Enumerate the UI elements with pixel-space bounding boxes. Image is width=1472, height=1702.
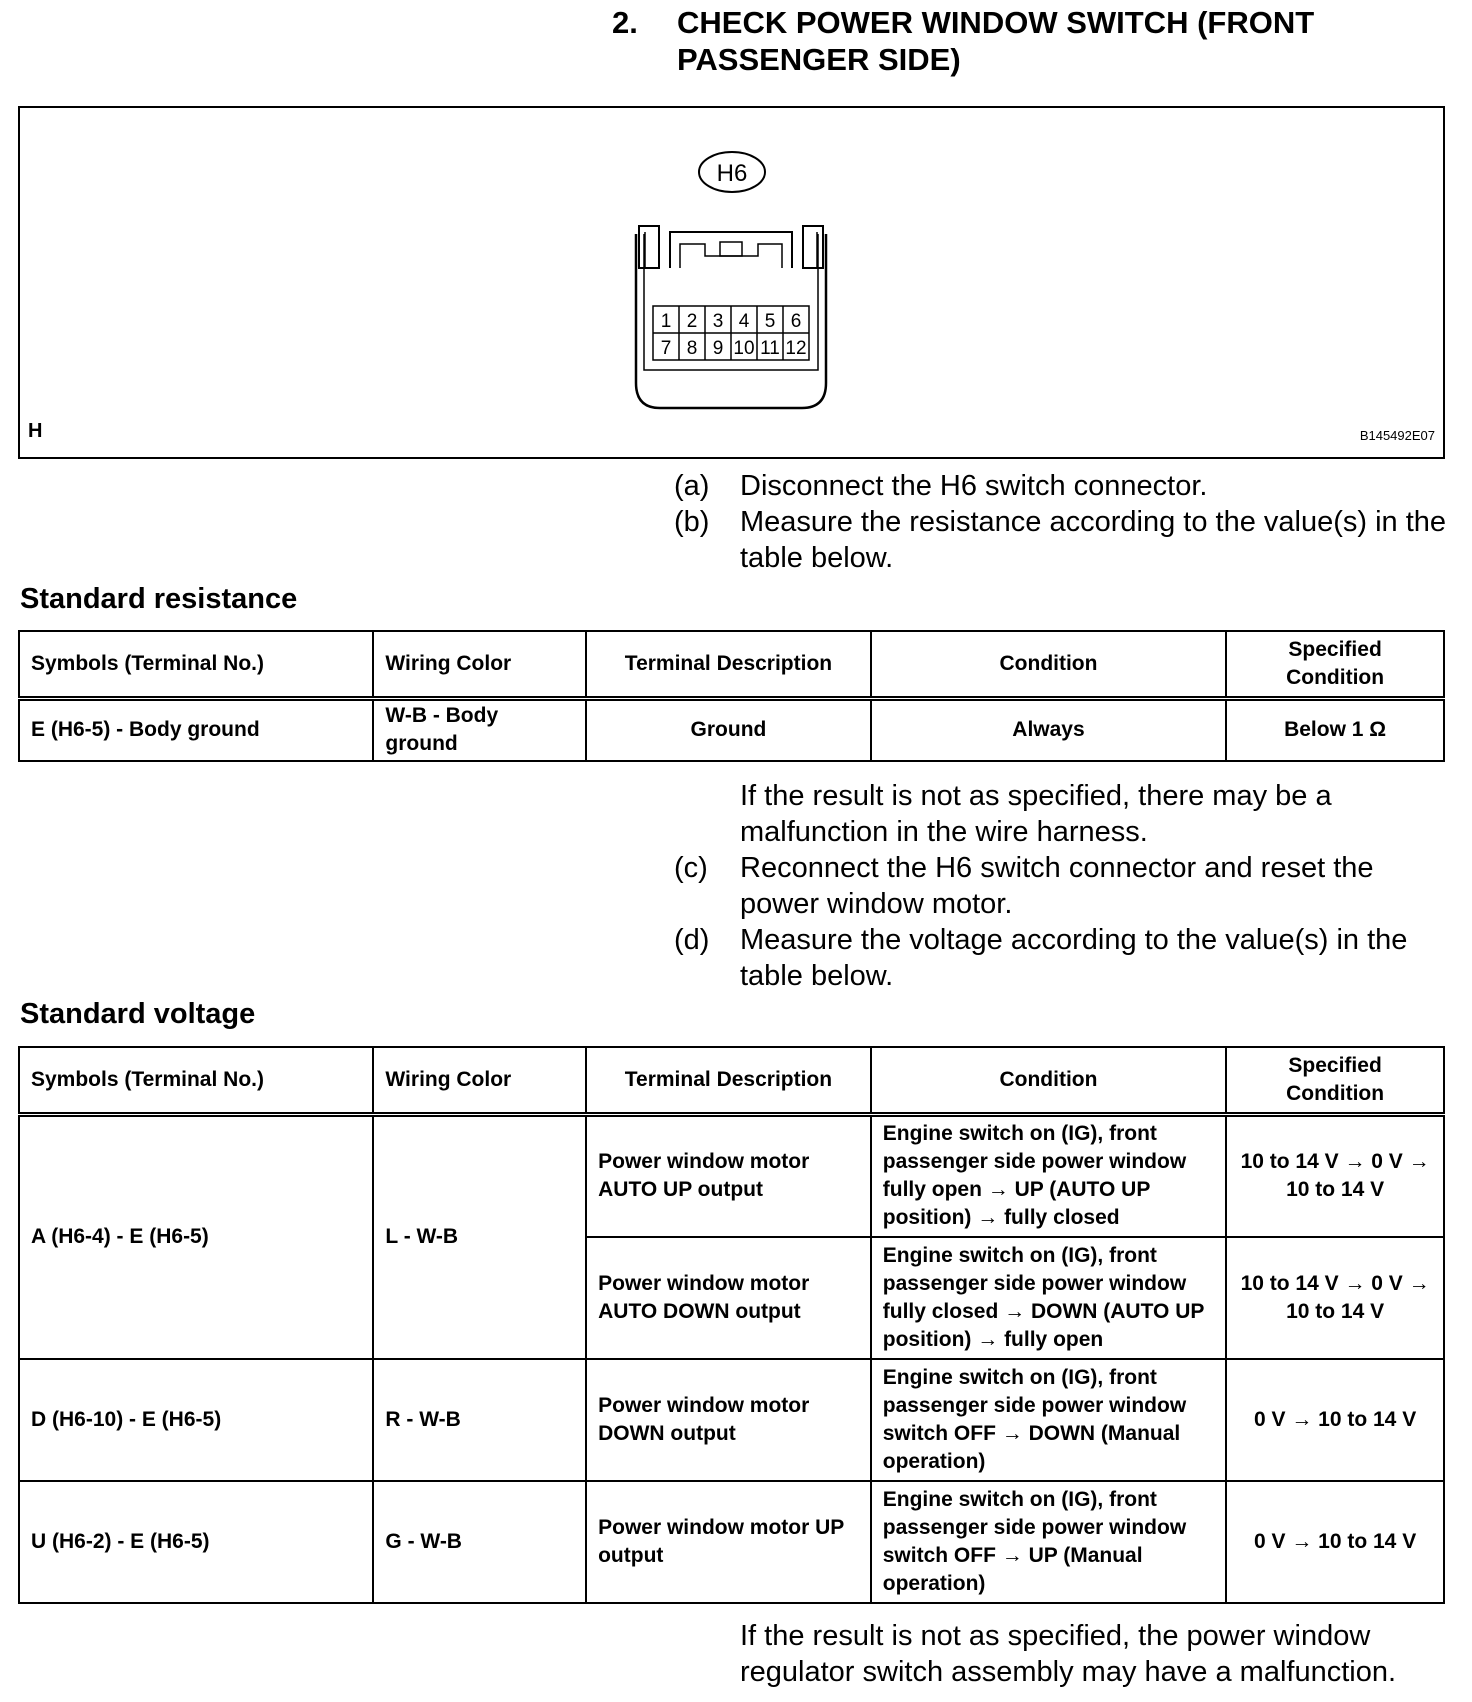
table-cell: 0 V → 10 to 14 V	[1226, 1359, 1444, 1481]
table-row	[19, 1359, 1444, 1481]
table-cell: Power window motor AUTO UP output	[586, 1115, 871, 1237]
table-row	[19, 1481, 1444, 1603]
procedure-heading	[612, 4, 1372, 78]
result-note: If the result is not as specified, the power window regulator switch assembly may have a malfunction.	[740, 1620, 1397, 1688]
step-item	[674, 850, 1454, 922]
table-cell: A (H6-4) - E (H6-5)	[19, 1115, 373, 1359]
figure-corner-label: H	[28, 420, 43, 442]
step-label: (c)	[674, 852, 708, 884]
pin-label: 9	[712, 338, 724, 359]
pin-label: 4	[738, 311, 750, 332]
step-label: (d)	[674, 924, 710, 956]
header-cell: Symbols (Terminal No.)	[19, 631, 373, 699]
table-cell: 0 V → 10 to 14 V	[1226, 1481, 1444, 1603]
table-cell: Always	[871, 699, 1226, 761]
table-cell: E (H6-5) - Body ground	[19, 699, 373, 761]
pin-label: 6	[790, 311, 802, 332]
step-label: (b)	[674, 506, 710, 538]
header-cell: Wiring Color	[373, 631, 586, 699]
table-cell: Engine switch on (IG), front passenger side power window fully open → UP (AUTO UP position) → fully closed	[871, 1115, 1226, 1237]
table-cell: Power window motor UP output	[586, 1481, 871, 1603]
step-number: 2.	[612, 5, 638, 40]
table-cell: D (H6-10) - E (H6-5)	[19, 1359, 373, 1481]
table-cell: Power window motor AUTO DOWN output	[586, 1237, 871, 1359]
table-cell: 10 to 14 V → 0 V → 10 to 14 V	[1226, 1115, 1444, 1237]
pin-label: 10	[733, 338, 755, 359]
table-cell: Engine switch on (IG), front passenger side power window fully closed → DOWN (AUTO UP position) → fully open	[871, 1237, 1226, 1359]
pin-label: 8	[686, 338, 698, 359]
pin-label: 12	[785, 338, 807, 359]
table-cell: Below 1 Ω	[1226, 699, 1444, 761]
table-cell: 10 to 14 V → 0 V → 10 to 14 V	[1226, 1237, 1444, 1359]
step-text: Disconnect the H6 switch connector.	[740, 470, 1208, 502]
table-header-row	[19, 631, 1444, 699]
result-note: If the result is not as specified, there may be a malfunction in the wire harness.	[740, 780, 1332, 848]
table-cell: Engine switch on (IG), front passenger side power window switch OFF → DOWN (Manual operation)	[871, 1359, 1226, 1481]
step-item	[674, 468, 1454, 504]
connector-figure	[18, 106, 1445, 459]
steps-c-d	[674, 778, 1454, 994]
resistance-title: Standard resistance	[20, 583, 298, 615]
pin-label: 7	[660, 338, 672, 359]
step-item	[674, 922, 1454, 994]
table-row	[19, 699, 1444, 761]
table-cell: G - W-B	[373, 1481, 586, 1603]
pin-label: 11	[760, 338, 780, 359]
table-row	[19, 1115, 1444, 1237]
table-cell: W-B - Body ground	[373, 699, 586, 761]
pin-label: 2	[686, 311, 698, 332]
header-cell: Specified Condition	[1226, 1047, 1444, 1115]
header-cell: Terminal Description	[586, 1047, 871, 1115]
step-item	[674, 504, 1454, 576]
step-label: (a)	[674, 470, 710, 502]
header-cell: Terminal Description	[586, 631, 871, 699]
step-text: Reconnect the H6 switch connector and reset the power window motor.	[740, 852, 1374, 920]
table-cell: Power window motor DOWN output	[586, 1359, 871, 1481]
header-cell: Condition	[871, 631, 1226, 699]
pin-label: 3	[712, 311, 724, 332]
final-note-block	[674, 1618, 1454, 1690]
step-title: CHECK POWER WINDOW SWITCH (FRONT PASSENGER SIDE)	[677, 5, 1315, 77]
header-cell: Wiring Color	[373, 1047, 586, 1115]
table-cell: Ground	[586, 699, 871, 761]
table-cell: Engine switch on (IG), front passenger side power window switch OFF → UP (Manual operation)	[871, 1481, 1226, 1603]
table-cell: R - W-B	[373, 1359, 586, 1481]
voltage-title: Standard voltage	[20, 998, 256, 1030]
pin-label: 5	[764, 311, 776, 332]
resistance-table	[18, 630, 1445, 762]
table-cell: L - W-B	[373, 1115, 586, 1359]
voltage-table	[18, 1046, 1445, 1604]
connector-diagram	[20, 108, 1443, 457]
header-cell: Condition	[871, 1047, 1226, 1115]
table-cell: U (H6-2) - E (H6-5)	[19, 1481, 373, 1603]
figure-code: B145492E07	[1359, 428, 1435, 443]
steps-a-b	[674, 468, 1454, 576]
header-cell: Symbols (Terminal No.)	[19, 1047, 373, 1115]
step-text: Measure the voltage according to the value(s) in the table below.	[740, 924, 1408, 992]
step-text: Measure the resistance according to the value(s) in the table below.	[740, 506, 1447, 574]
header-cell: Specified Condition	[1226, 631, 1444, 699]
pin-label: 1	[660, 311, 672, 332]
table-header-row	[19, 1047, 1444, 1115]
connector-label: H6	[716, 160, 748, 187]
